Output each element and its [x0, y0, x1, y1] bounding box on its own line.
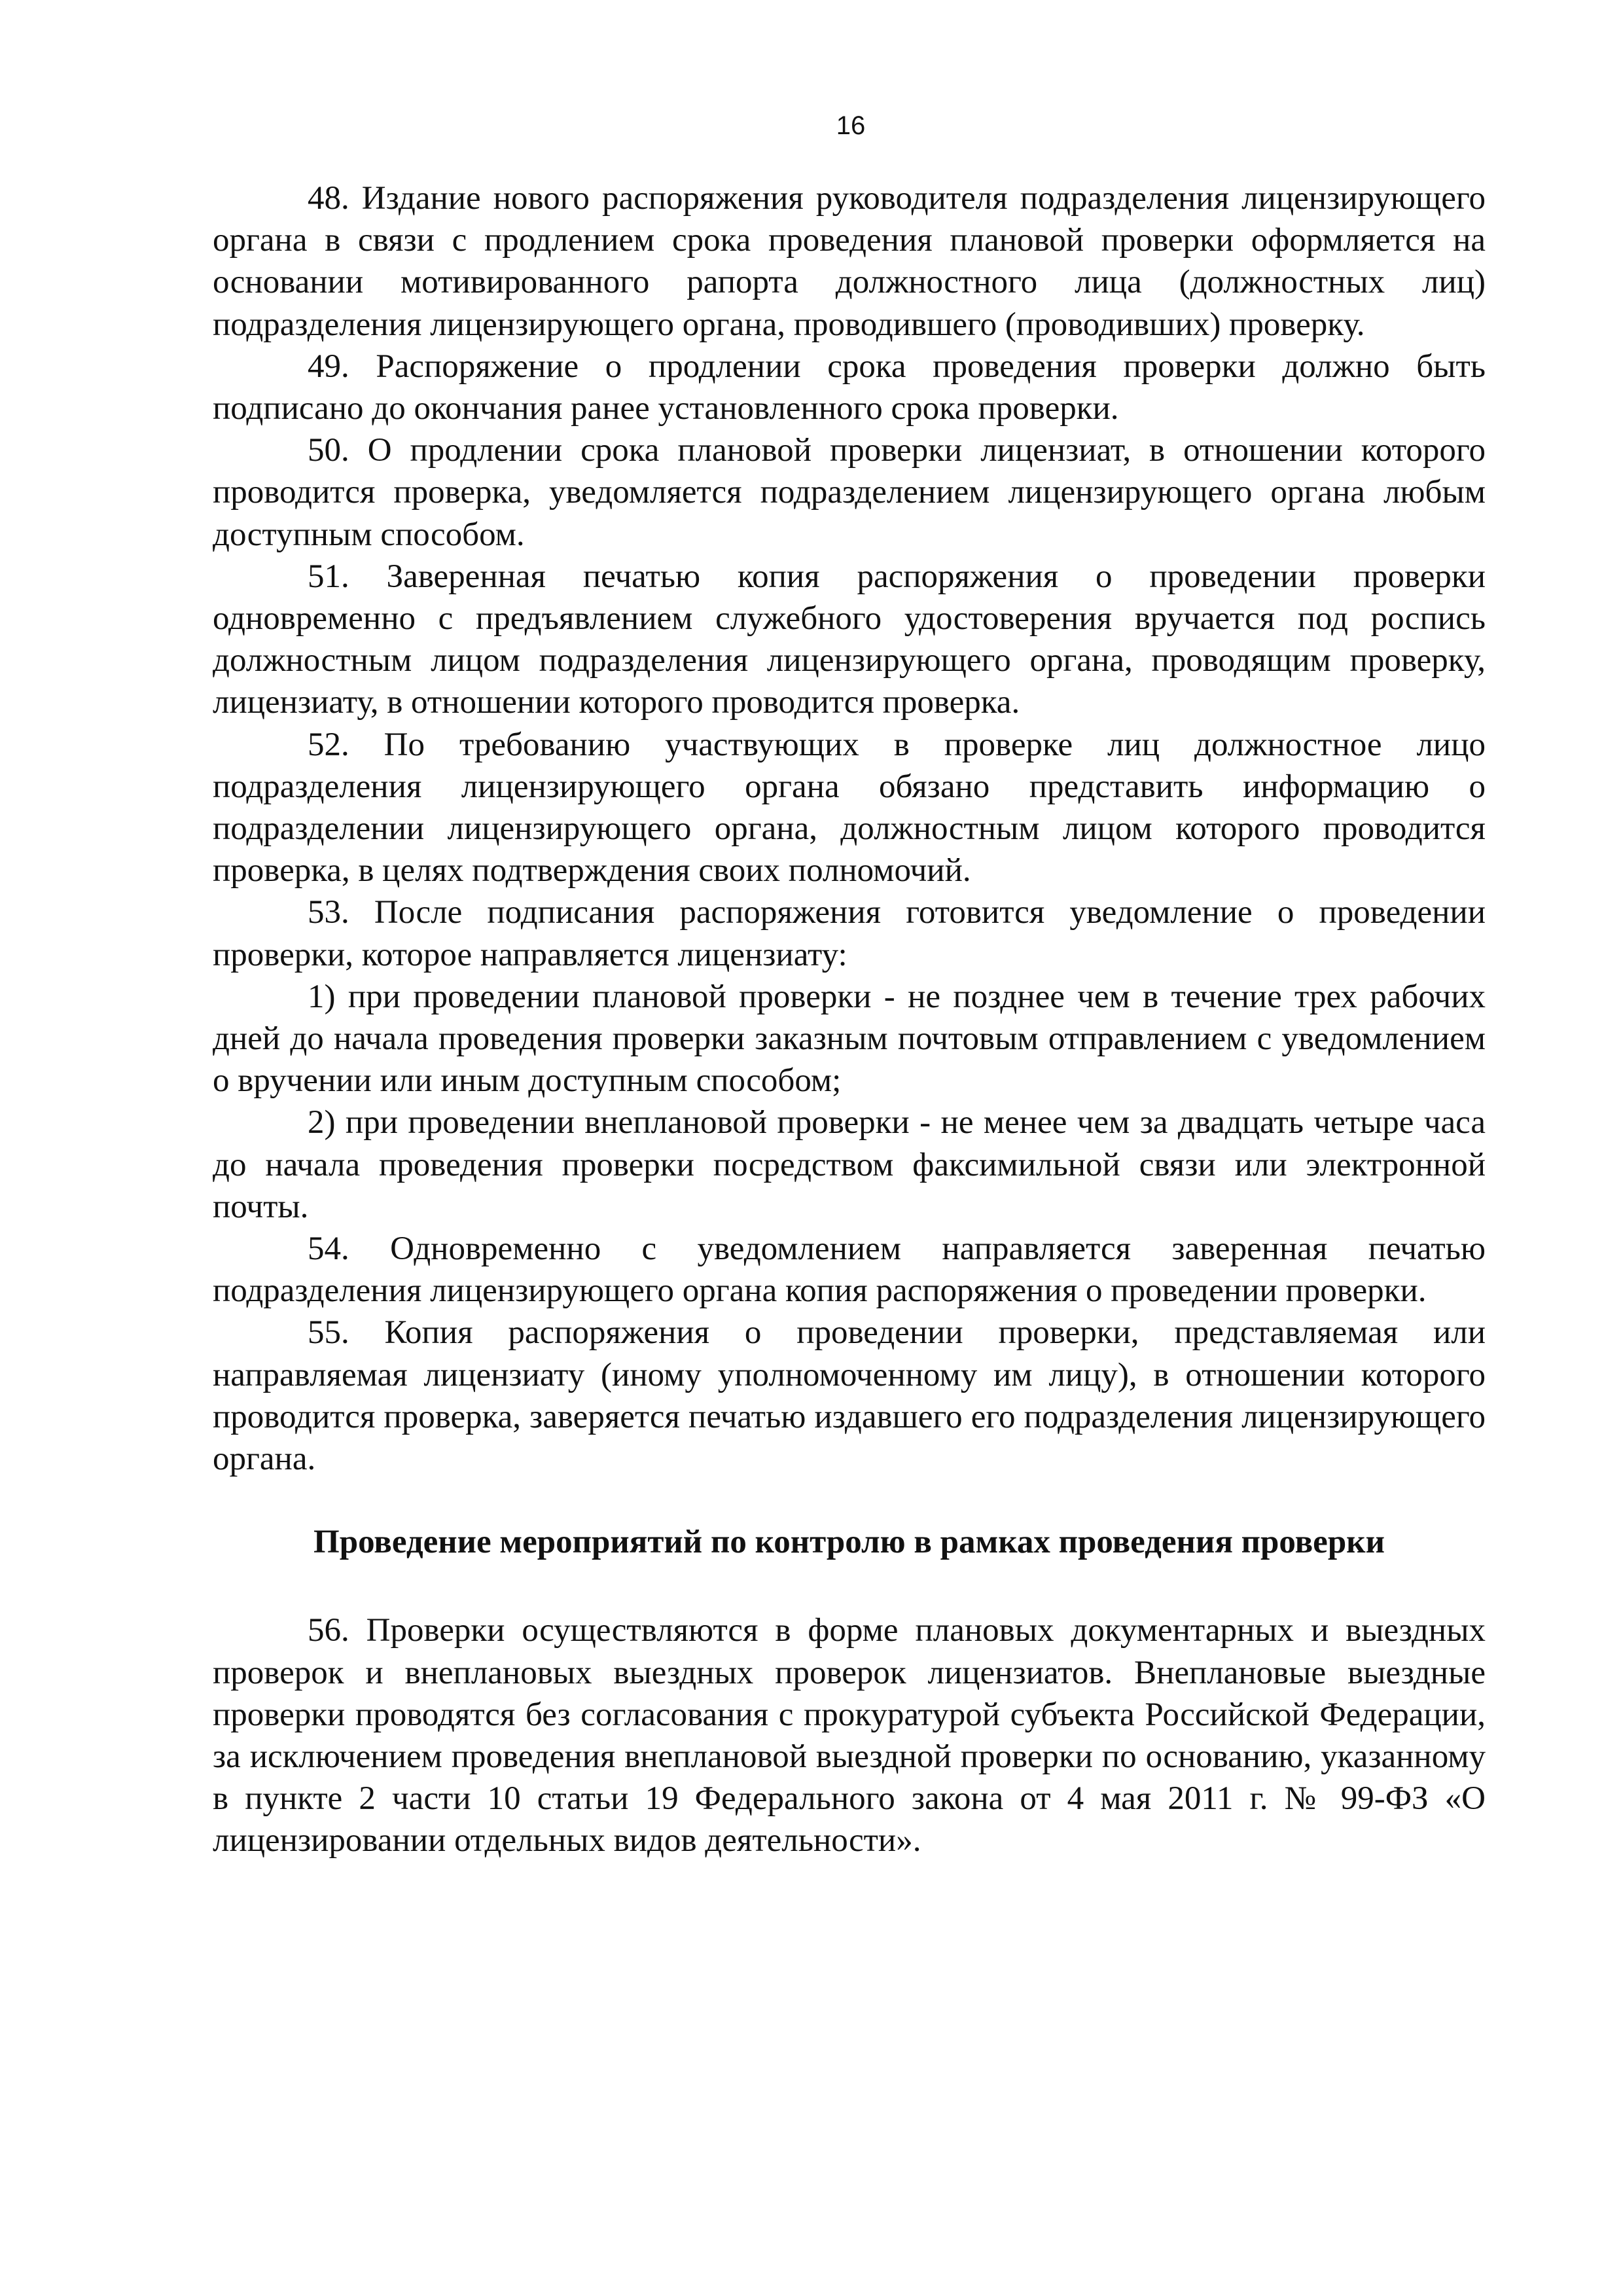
- list-item-53-2: 2) при проведении внеплановой проверки - не менее чем за двадцать четыре часа до начала проведения проверки посредством факсимильной связи или электронной почты.: [213, 1104, 1486, 1225]
- document-body: [213, 177, 1486, 1862]
- paragraph-50: 50. О продлении срока плановой проверки лицензиат, в отношении которого проводится проверка, уведомляется подразделением лицензирующего органа любым доступным способом.: [213, 432, 1486, 553]
- list-item-53-1: 1) при проведении плановой проверки - не позднее чем в течение трех рабочих дней до начала проведения проверки заказным почтовым отправлением с уведомлением о вручении или иным доступным способом;: [213, 978, 1486, 1100]
- paragraph-52: 52. По требованию участвующих в проверке лиц должностное лицо подразделения лицензирующего органа обязано представить информацию о подразделении лицензирующего органа, должностным лицом которого проводится проверка, в целях подтверждения своих полномочий.: [213, 726, 1486, 889]
- paragraph-48: 48. Издание нового распоряжения руководителя подразделения лицензирующего органа в связи с продлением срока проведения плановой проверки оформляется на основании мотивированного рапорта должностного лица (должностных лиц) подразделения лицензирующего органа, проводившего (проводивших) проверку.: [213, 180, 1486, 343]
- paragraph-56: 56. Проверки осуществляются в форме плановых документарных и выездных проверок и внеплановых выездных проверок лицензиатов. Внеплановые выездные проверки проводятся без согласования с прокуратурой субъекта Российской Федерации, за исключением проведения внеплановой выездной проверки по основанию, указанному в пункте 2 части 10 статьи 19 Федерального закона от 4 мая 2011 г. № 99-ФЗ «О лицензировании отдельных видов деятельности».: [213, 1612, 1486, 1859]
- paragraph-51: 51. Заверенная печатью копия распоряжения о проведении проверки одновременно с предъявлением служебного удостоверения вручается под роспись должностным лицом подразделения лицензирующего органа, проводящим проверку, лицензиату, в отношении которого проводится проверка.: [213, 558, 1486, 721]
- page-number: 16: [836, 111, 866, 140]
- paragraph-54: 54. Одновременно с уведомлением направляется заверенная печатью подразделения лицензирующего органа копия распоряжения о проведении проверки.: [213, 1230, 1486, 1310]
- paragraph-55: 55. Копия распоряжения о проведении проверки, представляемая или направляемая лицензиату (иному уполномоченному им лицу), в отношении которого проводится проверка, заверяется печатью издавшего его подразделения лицензирующего органа.: [213, 1314, 1486, 1478]
- section-heading: Проведение мероприятий по контролю в рамках проведения проверки: [313, 1524, 1385, 1561]
- paragraph-53: 53. После подписания распоряжения готовится уведомление о проведении проверки, которое направляется лицензиату:: [213, 894, 1486, 973]
- paragraph-49: 49. Распоряжение о продлении срока проведения проверки должно быть подписано до окончания ранее установленного срока проверки.: [213, 348, 1486, 427]
